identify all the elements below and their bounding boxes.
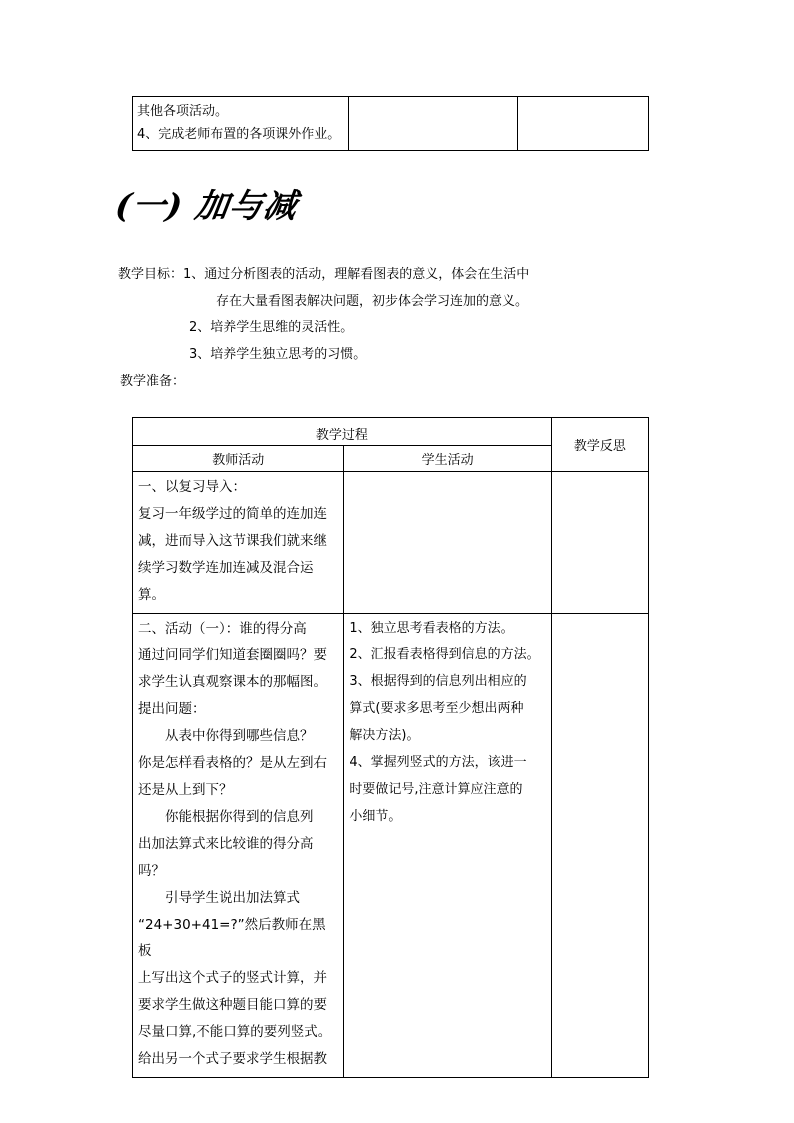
row1-reflection-cell bbox=[551, 472, 648, 614]
row2-teacher-cell bbox=[133, 613, 344, 1077]
objective-line-1: 教学目标：1、通过分析图表的活动，理解看图表的意义，体会在生活中 bbox=[118, 267, 530, 282]
text-line: 小细节。 bbox=[349, 808, 402, 824]
text-line: 通过问同学们知道套圈圈吗？要 bbox=[138, 647, 327, 664]
objective-line-3: 3、培养学生独立思考的习惯。 bbox=[189, 347, 367, 362]
header-student-label: 学生活动 bbox=[421, 453, 474, 468]
objective-line-1-cont: 存在大量看图表解决问题，初步体会学习连加的意义。 bbox=[216, 294, 529, 309]
text-line: 二、活动（一）：谁的得分高 bbox=[138, 620, 307, 637]
text-line: 2、汇报看表格得到信息的方法。 bbox=[349, 647, 540, 663]
text-line: 4、掌握列竖式的方法，该进一 bbox=[349, 755, 527, 771]
text-line: 求学生认真观察课本的那幅图。 bbox=[138, 674, 327, 691]
text-line: 要求学生做这种题目能口算的要 bbox=[138, 997, 327, 1014]
text-line: 一、以复习导入： bbox=[138, 479, 246, 495]
text-line: “24+30+41=?”然后教师在黑板 bbox=[138, 916, 326, 960]
text-line: 上写出这个式子的竖式计算，并 bbox=[138, 970, 327, 987]
text-line: 解决方法)。 bbox=[349, 728, 420, 744]
lesson-table bbox=[132, 417, 649, 1078]
header-teacher-label: 教师活动 bbox=[212, 453, 265, 468]
text-line: 你是怎样看表格的？是从左到右 bbox=[138, 755, 327, 772]
header-process-label: 教学过程 bbox=[315, 428, 368, 443]
row1-teacher-cell bbox=[133, 472, 344, 614]
text-line: 引导学生说出加法算式 bbox=[165, 889, 300, 906]
text-line: 1、独立思考看表格的方法。 bbox=[349, 620, 514, 636]
text-line: 尽量口算,不能口算的要列竖式。 bbox=[138, 1024, 332, 1041]
text-line: 提出问题： bbox=[138, 701, 206, 718]
header-reflection-label: 教学反思 bbox=[573, 439, 626, 454]
text-line: 给出另一个式子要求学生根据教 bbox=[138, 1051, 327, 1068]
preparation-label: 教学准备： bbox=[120, 374, 186, 389]
text-line: 算式(要求多思考至少想出两种 bbox=[349, 701, 524, 717]
text-line: 其他各项活动。 bbox=[137, 104, 229, 119]
row2-student-cell bbox=[344, 613, 551, 1077]
continuation-cell-reflection bbox=[518, 97, 649, 151]
text-line: 还是从上到下？ bbox=[138, 781, 233, 798]
text-line: 3、根据得到的信息列出相应的 bbox=[349, 674, 527, 690]
continuation-cell-teacher bbox=[133, 97, 349, 151]
continuation-cell-student bbox=[349, 97, 518, 151]
text-line: 从表中你得到哪些信息？ bbox=[165, 728, 314, 745]
text-line: 你能根据你得到的信息列 bbox=[165, 808, 314, 825]
header-student bbox=[344, 446, 551, 472]
section-heading: (一) 加与减 bbox=[112, 186, 301, 225]
text-line: 出加法算式来比较谁的得分高 bbox=[138, 835, 314, 852]
row2-reflection-cell bbox=[551, 613, 648, 1077]
text-line: 减，进而导入这节课我们就来继 bbox=[138, 532, 327, 549]
row1-student-cell bbox=[344, 472, 551, 614]
header-reflection bbox=[551, 418, 648, 472]
header-teacher bbox=[133, 446, 344, 472]
header-process bbox=[133, 418, 552, 446]
objective-line-2: 2、培养学生思维的灵活性。 bbox=[189, 320, 354, 335]
continuation-table bbox=[132, 96, 649, 151]
text-line: 时要做记号,注意计算应注意的 bbox=[349, 781, 523, 797]
text-line: 吗？ bbox=[138, 862, 165, 879]
text-line: 复习一年级学过的简单的连加连 bbox=[138, 505, 327, 522]
text-line: 4、完成老师布置的各项课外作业。 bbox=[137, 127, 341, 142]
text-line: 续学习数学连加连减及混合运算。 bbox=[138, 559, 314, 603]
